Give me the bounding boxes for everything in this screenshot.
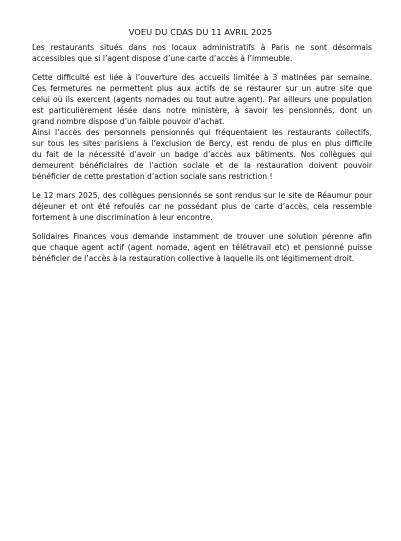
text-line: Ces fermetures ne permettent plus aux actifs de se restaurer sur un autre site que [32, 84, 372, 93]
text-line: demeurent bénéficiaires de l’action sociale et de la restauration doivent pouvoir [32, 161, 372, 170]
text-line: est particulièrement lésée dans notre ministère, à savoir les pensionnés, dont un [32, 106, 372, 115]
text-line: celui où ils exercent (agents nomades ou tout autre agent). Par ailleurs une population [32, 95, 372, 104]
text-line: grand nombre dispose d’un faible pouvoir d’achat. [32, 117, 225, 126]
document-title: VOEU DU CDAS DU 11 AVRIL 2025 [128, 27, 273, 37]
paragraph-request [32, 231, 372, 264]
text-line: Solidaires Finances vous demande instamment de trouver une solution pérenne afin [32, 232, 372, 241]
text-line: du fait de la nécessité d’avoir un badge d’accès aux bâtiments. Nos collègues qui [32, 150, 372, 159]
text-line: Cette difficulté est liée à l’ouverture des accueils limitée à 3 matinées par semaine. [32, 73, 372, 82]
text-line: Le 12 mars 2025, des collègues pensionnés se sont rendus sur le site de Réaumur pour [32, 191, 372, 200]
text-line: accessibles que si l’agent dispose d’une carte d’accès à l’immeuble. [32, 54, 293, 63]
document-body [32, 42, 372, 272]
text-line: que chaque agent actif (agent nomade, agent en télétravail etc) et pensionné puisse [32, 243, 372, 252]
text-line: bénéficier de l’accès à la restauration collective à laquelle ils ont légitimement droit. [32, 254, 355, 263]
paragraph-difficulty [32, 72, 372, 127]
text-line: bénéficier de cette prestation d’action sociale sans restriction ! [32, 172, 273, 181]
text-line: déjeuner et ont été refoulés car ne possédant plus de carte d’accès, cela ressemble [32, 202, 372, 211]
text-line: Les restaurants situés dans nos locaux administratifs à Paris ne sont désormais [32, 43, 372, 52]
text-line: sur tous les sites parisiens à l’exclusion de Bercy, est rendu de plus en plus difficile [32, 139, 372, 148]
paragraph-restaurants-access [32, 42, 372, 64]
paragraph-reaumur-incident [32, 190, 372, 223]
text-line: Ainsi l’accès des personnels pensionnés qui fréquentaient les restaurants collectifs, [32, 128, 372, 137]
paragraph-pensioners-access [32, 127, 372, 182]
text-line: fortement à une discrimination à leur encontre. [32, 213, 213, 222]
